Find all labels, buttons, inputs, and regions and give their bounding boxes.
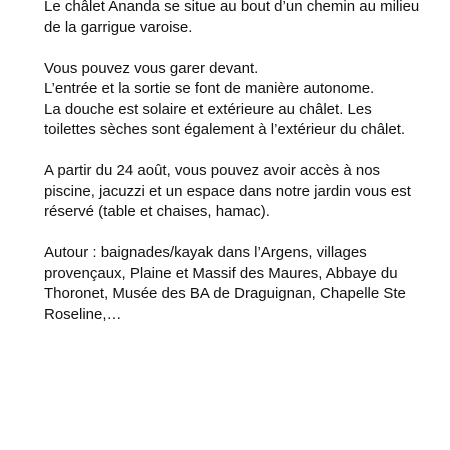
paragraph-location: Le châlet Ananda se situe au bout d’un chemin au milieu de la garrigue varoise. [44, 0, 420, 36]
paragraph-surroundings: Autour : baignades/kayak dans l’Argens, villages provençaux, Plaine et Massif des Maures, Abbaye du Thoronet, Musée des BA de Draguignan, Chapelle Ste Roseline,… [44, 244, 406, 323]
paragraph-access-and-facilities: Vous pouvez vous garer devant. L’entrée et la sortie se font de manière autonome. La douche est solaire et extérieure au châlet. Les toilettes sèches sont également à l’extérieur du châlet. [44, 59, 406, 138]
paragraph-pool-and-garden: A partir du 24 août, vous pouvez avoir accès à nos piscine, jacuzzi et un espace dans notre jardin vous est réservé (table et chaises, hamac). [44, 162, 411, 220]
description-text [44, 0, 424, 346]
